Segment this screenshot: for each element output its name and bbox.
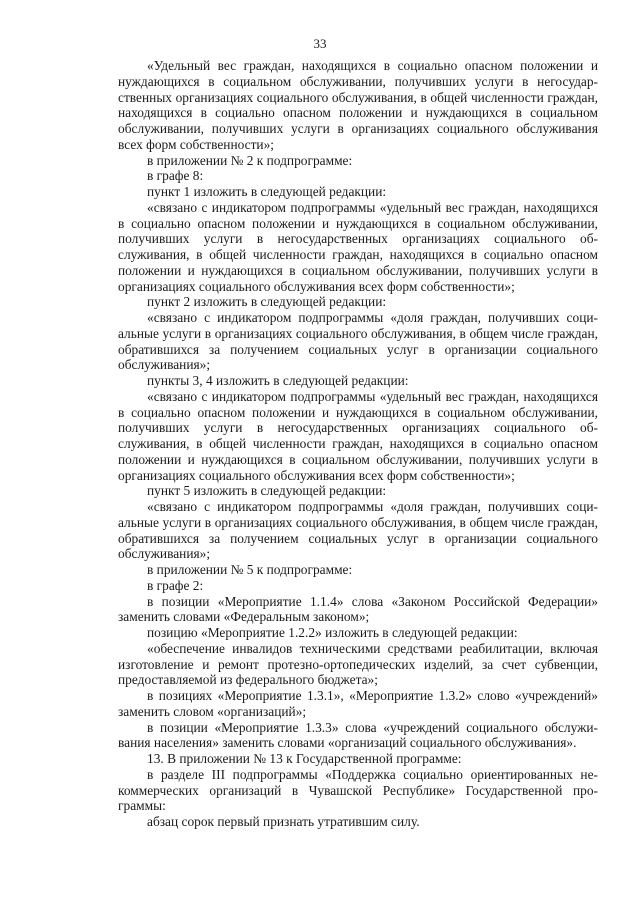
- paragraph: позицию «Мероприятие 1.2.2» изложить в следующей редакции:: [147, 625, 518, 640]
- paragraph: «Удельный вес граждан, находящихся в социально опасном положении и нуждающихся в социальном обслуживании, получивших услуги в негосударственных организациях социального обслуживания, в общей численности граждан, находящихся в социально опасном положении и нуждающихся в социальном обслуживании, получивших услуги в организациях социального обслуживания всех форм собственности»;: [118, 58, 598, 152]
- paragraph: пункт 5 изложить в следующей редакции:: [147, 483, 387, 499]
- paragraph: «связано с индикатором подпрограммы «удельный вес граждан, находящихся в социально опасном положении и нуждающихся в социальном обслуживании, получивших услуги в негосударственных организациях социального обслуживания, в общей численности граждан, находящихся в социально опасном положении и нуждающихся в социальном обслуживании, получивших услуги в организациях социального обслуживания всех форм собственности»;: [118, 199, 598, 294]
- paragraph: абзац сорок первый признать утратившим силу.: [147, 814, 420, 829]
- paragraph: в позиции «Мероприятие 1.1.4» слова «Законом Российской Федерации» заменить словами «Федеральным законом»;: [118, 593, 598, 625]
- paragraph: пункт 2 изложить в следующей редакции:: [147, 294, 387, 310]
- paragraph: «обеспечение инвалидов техническими средствами реабилитации, включая изготовление и ремонт протезно-ортопедических изделий, за счет субвенции, предоставляемой из федерального бюджета»;: [118, 640, 598, 688]
- paragraph: в позициях «Мероприятие 1.3.1», «Мероприятие 1.3.2» слово «учреждений» заменить словом «организаций»;: [118, 688, 598, 719]
- paragraph: в графе 2:: [147, 577, 204, 593]
- page-number: 33: [313, 36, 327, 51]
- paragraph: «связано с индикатором подпрограммы «доля граждан, получивших социальные услуги в организациях социального обслуживания, в общем числе граждан, обратившихся за получением социальных услуг в организации социального обслуживания»;: [118, 310, 598, 373]
- paragraph: в приложении № 5 к подпрограмме:: [147, 562, 353, 577]
- paragraph: в позиции «Мероприятие 1.3.3» слова «учреждений социального обслуживания населения» заменить словами «организаций социального обслуживания».: [118, 719, 598, 751]
- paragraph: пункты 3, 4 изложить в следующей редакции:: [147, 373, 409, 388]
- paragraph: «связано с индикатором подпрограммы «удельный вес граждан, находящихся в социально опасном положении и нуждающихся в социальном обслуживании, получивших услуги в негосударственных организациях социального обслуживания, в общей численности граждан, находящихся в социально опасном положении и нуждающихся в социальном обслуживании, получивших услуги в организациях социального обслуживания всех форм собственности»;: [118, 388, 598, 483]
- paragraph: в разделе III подпрограммы «Поддержка социально ориентированных некоммерческих организаций в Чувашской Республике» Государственной программы:: [118, 766, 598, 814]
- paragraph: в графе 8:: [147, 168, 204, 184]
- paragraph: 13. В приложении № 13 к Государственной программе:: [147, 751, 462, 766]
- document-body: [118, 58, 598, 830]
- paragraph: в приложении № 2 к подпрограмме:: [147, 152, 353, 168]
- paragraph: «связано с индикатором подпрограммы «доля граждан, получивших социальные услуги в организациях социального обслуживания, в общем числе граждан, обратившихся за получением социальных услуг в организации социального обслуживания»;: [118, 499, 598, 562]
- paragraph: пункт 1 изложить в следующей редакции:: [147, 184, 387, 199]
